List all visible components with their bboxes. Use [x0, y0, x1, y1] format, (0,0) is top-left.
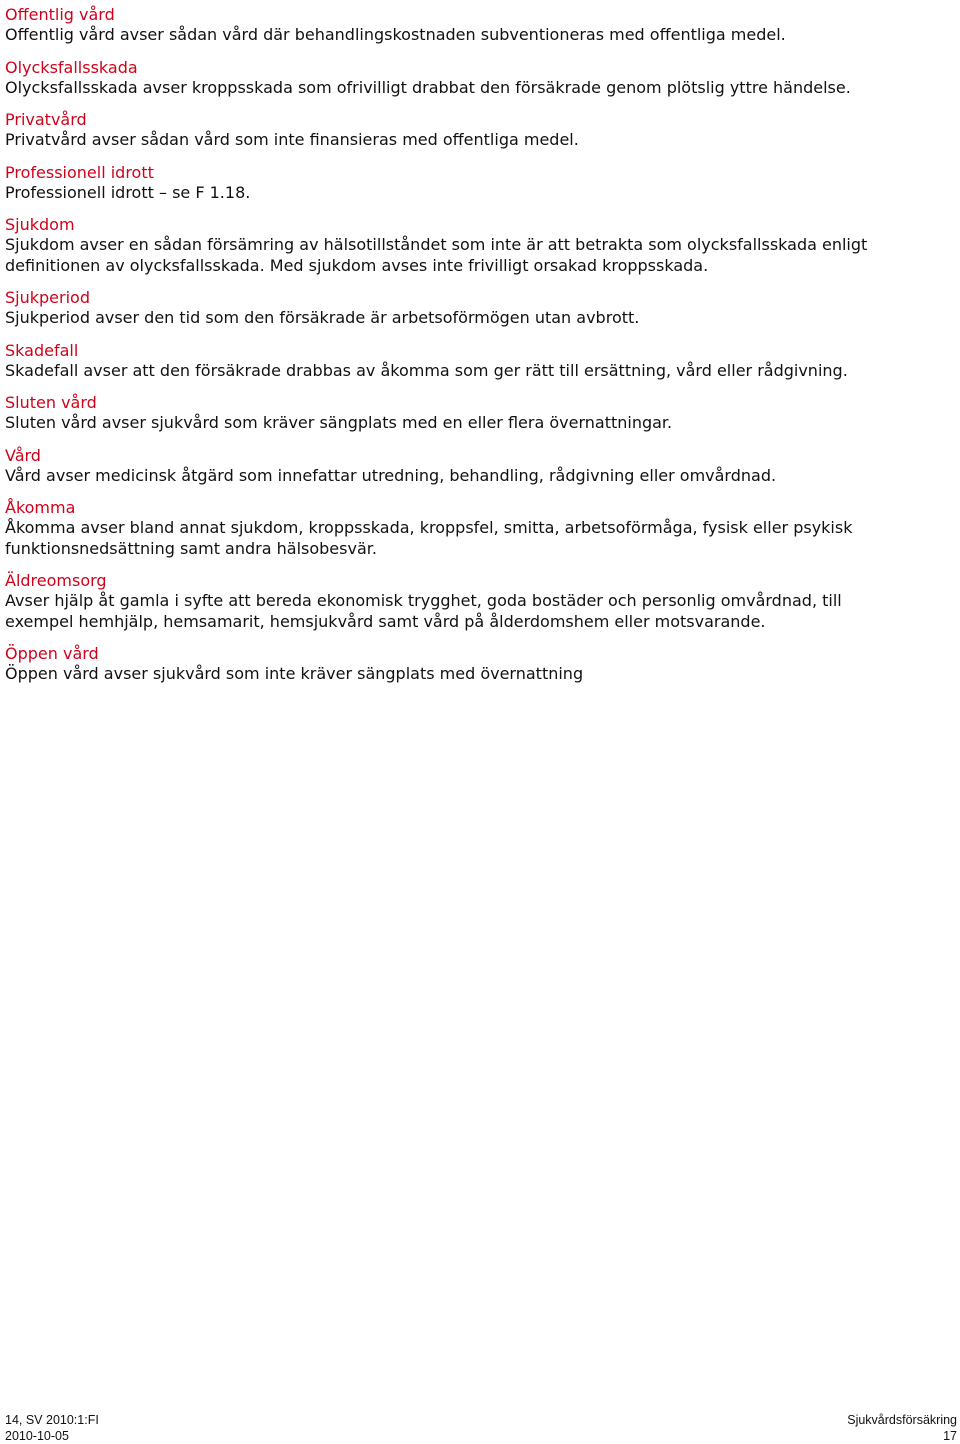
entry-definition: Åkomma avser bland annat sjukdom, kroppsskada, kroppsfel, smitta, arbetsoförmåga, fysisk eller psykisk funktionsnedsättning samt andra hälsobesvär.: [5, 518, 853, 558]
glossary-entry: [5, 4, 875, 46]
entry-definition: Sluten vård avser sjukvård som kräver sängplats med en eller flera övernattningar.: [5, 413, 673, 432]
entry-definition: Öppen vård avser sjukvård som inte kräver sängplats med övernattning: [5, 664, 584, 683]
entry-definition: Olycksfallsskada avser kroppsskada som ofrivilligt drabbat den försäkrade genom plötslig yttre händelse.: [5, 77, 851, 97]
entry-definition: Skadefall avser att den försäkrade drabbas av åkomma som ger rätt till ersättning, vård eller rådgivning.: [5, 360, 848, 380]
entry-definition: Sjukdom avser en sådan försämring av hälsotillståndet som inte är att betrakta som olycksfallsskada enligt definitionen av olycksfallsskada. Med sjukdom avses inte frivilligt orsakad kroppsskada.: [5, 235, 868, 275]
entry-term: Sluten vård: [5, 393, 97, 412]
entry-term: Öppen vård: [5, 644, 99, 663]
entry-term: Professionell idrott: [5, 162, 154, 182]
page-number: 17: [943, 1429, 957, 1443]
glossary-entry: [5, 109, 875, 151]
entry-definition: Offentlig vård avser sådan vård där behandlingskostnaden subventioneras med offentliga medel.: [5, 25, 786, 44]
glossary-entry: [5, 287, 875, 329]
glossary-entry: [5, 214, 875, 276]
glossary-entry: [5, 570, 875, 632]
glossary-entry: [5, 162, 875, 204]
entry-term: Offentlig vård: [5, 5, 115, 24]
glossary-entry: [5, 340, 875, 382]
document-title: Sjukvårdsförsäkring: [847, 1413, 957, 1427]
entry-term: Skadefall: [5, 340, 79, 360]
entry-term: Olycksfallsskada: [5, 57, 138, 77]
entry-definition: Professionell idrott – se F 1.18.: [5, 182, 251, 202]
glossary-entry: [5, 643, 875, 685]
footer-left: [5, 1412, 99, 1444]
entry-definition: Privatvård avser sådan vård som inte finansieras med offentliga medel.: [5, 130, 579, 149]
document-date: 2010-10-05: [5, 1429, 69, 1443]
entry-definition: Avser hjälp åt gamla i syfte att bereda ekonomisk trygghet, goda bostäder och personlig omvårdnad, till exempel hemhjälp, hemsamarit, hemsjukvård samt vård på ålderdomshem eller motsvarande.: [5, 591, 842, 631]
entry-term: Sjukperiod: [5, 288, 90, 307]
glossary: [5, 4, 875, 696]
entry-term: Vård: [5, 445, 41, 465]
entry-term: Åkomma: [5, 498, 76, 517]
glossary-entry: [5, 392, 875, 434]
entry-definition: Vård avser medicinsk åtgärd som innefattar utredning, behandling, rådgivning eller omvårdnad.: [5, 465, 777, 485]
entry-term: Äldreomsorg: [5, 571, 107, 590]
document-code: 14, SV 2010:1:FI: [5, 1413, 99, 1427]
footer-right: [847, 1412, 957, 1444]
glossary-entry: [5, 57, 875, 99]
entry-term: Sjukdom: [5, 215, 75, 234]
glossary-entry: [5, 497, 875, 559]
entry-definition: Sjukperiod avser den tid som den försäkrade är arbetsoförmögen utan avbrott.: [5, 308, 640, 327]
entry-term: Privatvård: [5, 110, 87, 129]
glossary-entry: [5, 445, 875, 487]
